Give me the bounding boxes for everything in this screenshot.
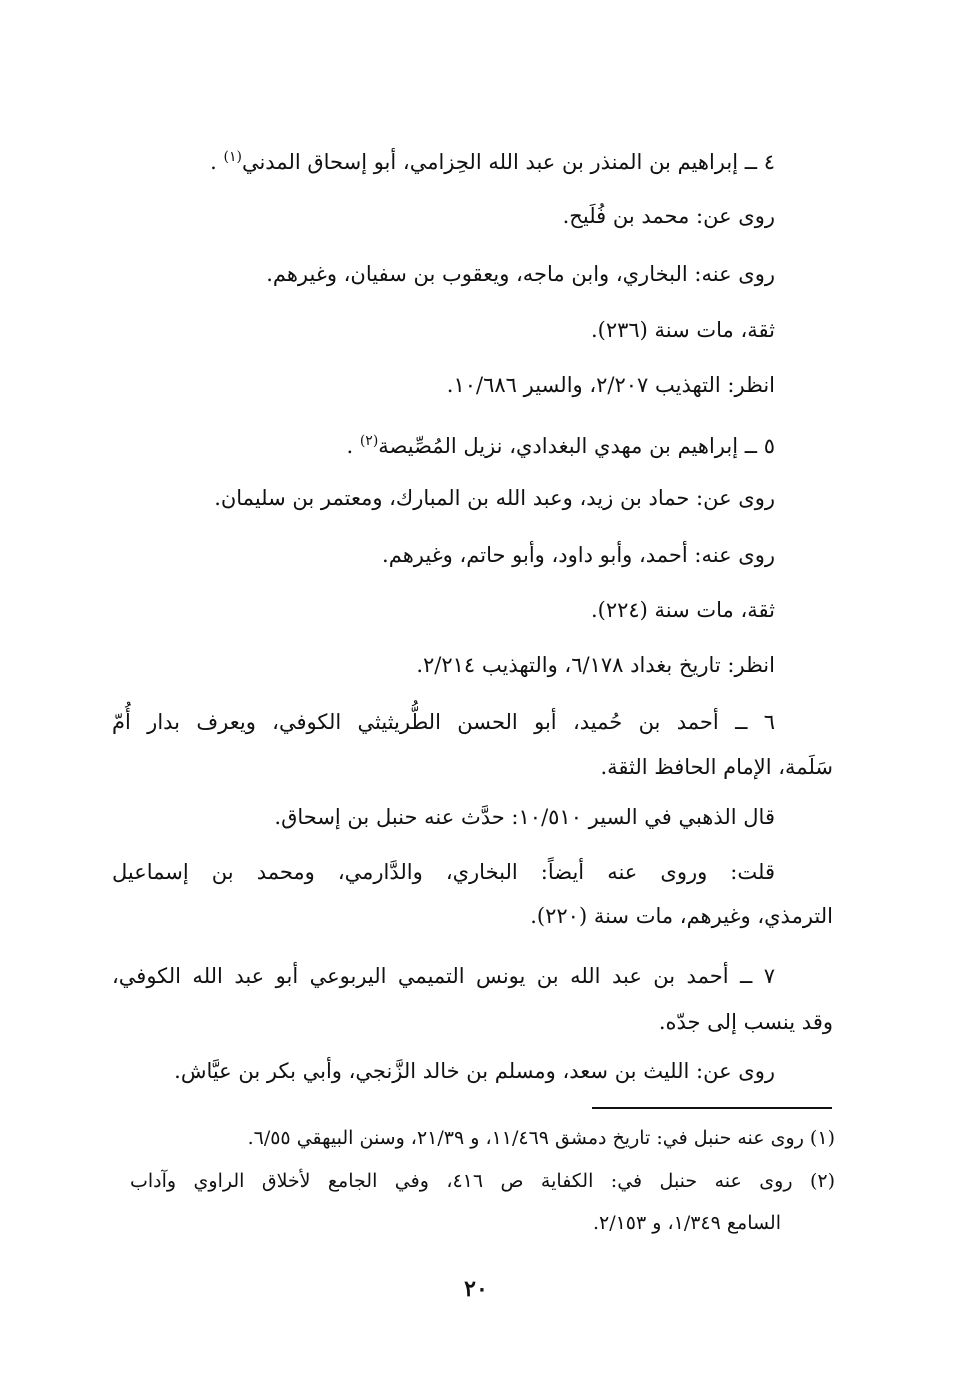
entry-5-heading-text: ٥ ــ إبراهيم بن مهدي البغدادي، نزيل المُصِّيصة — [378, 434, 775, 458]
entry-4-heading — [210, 137, 775, 177]
footnote-separator — [592, 1107, 832, 1109]
entry-6-heading: ٦ ــ أحمد بن حُميد، أبو الحسن الطُّريثيثي الكوفي، ويعرف بدار أُمّ — [112, 710, 775, 734]
entry-5-narrated-by: روى عنه: أحمد، وأبو داود، وأبو حاتم، وغيرهم. — [382, 543, 775, 567]
entry-4-heading-text: ٤ ــ إبراهيم بن المنذر بن عبد الله الحِزامي، أبو إسحاق المدني — [241, 150, 775, 174]
page-number: ٢٠ — [464, 1276, 488, 1302]
entry-4-period: . — [210, 150, 217, 174]
footnote-2-cont: السامع ١/٣٤٩، و ٢/١٥٣. — [592, 1212, 781, 1234]
entry-4-death: ثقة، مات سنة (٢٣٦). — [590, 318, 775, 342]
entry-5-period: . — [346, 434, 354, 458]
entry-5-narrated-from: روى عن: حماد بن زيد، وعبد الله بن المبارك، ومعتمر بن سليمان. — [214, 486, 775, 510]
entry-6-note: قلت: وروى عنه أيضاً: البخاري، والدَّارمي، ومحمد بن إسماعيل — [112, 860, 775, 884]
entry-4-narrated-by: روى عنه: البخاري، وابن ماجه، ويعقوب بن سفيان، وغيرهم. — [266, 262, 775, 286]
entry-4-narrated-from: روى عن: محمد بن فُلَيح. — [562, 204, 775, 228]
entry-5-references: انظر: تاريخ بغداد ٦/١٧٨، والتهذيب ٢/٢١٤. — [416, 653, 775, 677]
entry-7-heading-cont: وقد ينسب إلى جدّه. — [658, 1010, 833, 1034]
entry-6-note-cont: الترمذي، وغيرهم، مات سنة (٢٢٠). — [530, 904, 833, 928]
entry-5-heading — [346, 421, 775, 461]
footnote-ref-1: (١) — [223, 149, 242, 165]
entry-5-death: ثقة، مات سنة (٢٢٤). — [590, 598, 775, 622]
footnote-2: (٢) روى عنه حنبل في: الكفاية ص ٤١٦، وفي الجامع لأخلاق الراوي وآداب — [130, 1170, 836, 1192]
entry-4-references: انظر: التهذيب ٢/٢٠٧، والسير ١٠/٦٨٦. — [446, 373, 775, 397]
footnote-ref-2: (٢) — [359, 433, 379, 449]
entry-6-heading-cont: سَلَمة، الإمام الحافظ الثقة. — [600, 755, 833, 779]
entry-7-narrated-from: روى عن: الليث بن سعد، ومسلم بن خالد الزَّنجي، وأبي بكر بن عيَّاش. — [174, 1059, 775, 1083]
entry-7-heading: ٧ ــ أحمد بن عبد الله بن يونس التميمي اليربوعي أبو عبد الله الكوفي، — [112, 964, 775, 988]
entry-6-dhahabi-quote: قال الذهبي في السير ١٠/٥١٠: حدَّث عنه حنبل بن إسحاق. — [274, 805, 775, 829]
footnote-1: (١) روى عنه حنبل في: تاريخ دمشق ١١/٤٦٩، و ٢١/٣٩، وسنن البيهقي ٦/٥٥. — [247, 1127, 835, 1149]
